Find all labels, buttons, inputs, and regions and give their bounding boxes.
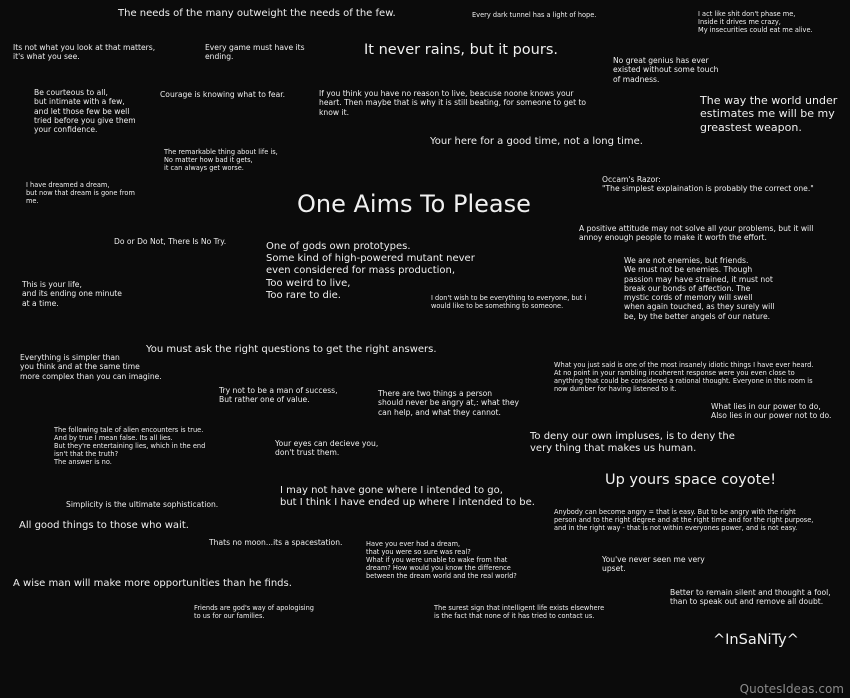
- quote-alien-encounters: The following tale of alien encounters is true. And by true I mean false. Its all lies. But they're entertaining lies, which in the end isn't that the truth? The answer is no.: [54, 426, 206, 467]
- quote-right-questions: You must ask the right questions to get the right answers.: [146, 344, 437, 355]
- quote-remain-silent: Better to remain silent and thought a fool, than to speak out and remove all doubt.: [670, 588, 831, 607]
- quote-insanely-idiotic: What you just said is one of the most insanely idiotic things I have ever heard. At no point in your rambling incoherent response were you even close to anything that could be considered a rational thought. Everyone in this room is now dumber for having listened to it.: [554, 361, 814, 394]
- quote-needs-of-many: The needs of the many outweight the needs of the few.: [118, 8, 396, 19]
- quote-positive-attitude: A positive attitude may not solve all your problems, but it will annoy enough people to make it worth the effort.: [579, 224, 814, 243]
- quote-act-like: I act like shit don't phase me, Inside it drives me crazy, My insecurities could eat me alive.: [698, 10, 813, 35]
- quote-good-things: All good things to those who wait.: [19, 520, 189, 531]
- quote-where-intended: I may not have gone where I intended to go, but I think I have ended up where I intended to be.: [280, 485, 535, 509]
- quote-great-genius: No great genius has ever existed without some touch of madness.: [613, 56, 719, 84]
- quote-deny-impulses: To deny our own impluses, is to deny the very thing that makes us human.: [530, 431, 735, 455]
- quote-man-of-value: Try not to be a man of success, But rather one of value.: [219, 386, 338, 405]
- title-one-aims-to-please: One Aims To Please: [297, 190, 531, 218]
- signature-insanity: ^InSaNiTy^: [713, 632, 799, 648]
- quote-do-or-do-not: Do or Do Not, There Is No Try.: [114, 237, 227, 246]
- watermark: QuotesIdeas.com: [739, 682, 844, 696]
- quote-power-to-do: What lies in our power to do, Also lies in our power not to do.: [711, 402, 832, 421]
- quote-gods-prototypes: One of gods own prototypes. Some kind of high-powered mutant never even considered for mass production, Too weird to live, Too rare to die.: [266, 241, 475, 301]
- quote-never-rains: It never rains, but it pours.: [364, 42, 558, 58]
- quote-good-time: Your here for a good time, not a long time.: [430, 136, 643, 147]
- quote-two-things: There are two things a person should never be angry at,: what they can help, and what they cannot.: [378, 389, 520, 417]
- quote-intelligent-life: The surest sign that intelligent life exists elsewhere is the fact that none of it has tried to contact us.: [434, 604, 605, 621]
- quote-dark-tunnel: Every dark tunnel has a light of hope.: [472, 11, 597, 19]
- quote-wise-man: A wise man will make more opportunities than he finds.: [13, 578, 292, 589]
- quote-reason-to-live: If you think you have no reason to live, beacuse noone knows your heart. Then maybe that is why it is still beating, for someone to get to know it.: [319, 89, 587, 117]
- quote-everything-simpler: Everything is simpler than you think and at the same time more complex than you can imagine.: [20, 353, 162, 381]
- quote-what-you-see: Its not what you look at that matters, it's what you see.: [13, 43, 156, 62]
- quote-space-coyote: Up yours space coyote!: [605, 472, 777, 488]
- quote-no-moon: Thats no moon...its a spacestation.: [209, 538, 343, 547]
- quote-courage: Courage is knowing what to fear.: [160, 90, 286, 99]
- quote-not-enemies: We are not enemies, but friends. We must not be enemies. Though passion may have strained, it must not break our bonds of affection. The mystic cords of memory will swell when again touched, as they surely will be, by the better angels of our nature.: [624, 256, 775, 321]
- quote-be-courteous: Be courteous to all, but intimate with a few, and let those few be well tried before you give them your confidence.: [34, 88, 136, 134]
- quote-this-is-your-life: This is your life, and its ending one minute at a time.: [22, 280, 122, 308]
- quote-dreamed-a-dream: I have dreamed a dream, but now that dream is gone from me.: [26, 181, 135, 206]
- quote-remarkable-thing: The remarkable thing about life is, No matter how bad it gets, it can always get worse.: [164, 148, 278, 173]
- quote-never-seen-upset: You've never seen me very upset.: [602, 555, 705, 574]
- quote-friends-apologising: Friends are god's way of apologising to us for our families.: [194, 604, 314, 621]
- quote-simplicity: Simplicity is the ultimate sophistication.: [66, 500, 219, 509]
- quote-ever-had-dream: Have you ever had a dream, that you were so sure was real? What if you were unable to wake from that dream? How would you know the difference between the dream world and the real world?: [366, 540, 517, 581]
- quote-occams-razor: Occam's Razor: "The simplest explaination is probably the correct one.": [602, 175, 814, 194]
- quote-underestimates: The way the world under estimates me will be my greastest weapon.: [700, 94, 838, 134]
- quote-something-to-someone: I don't wish to be everything to everyone, but i would like to be something to someone.: [431, 294, 587, 311]
- quote-every-game: Every game must have its ending.: [205, 43, 305, 62]
- quote-eyes-decieve: Your eyes can decieve you, don't trust them.: [275, 439, 379, 458]
- quote-anybody-angry: Anybody can become angry = that is easy. But to be angry with the right person and to the right degree and at the right time and for the right purpose, and in the right way - that is not within everyones power, and is not easy.: [554, 508, 814, 533]
